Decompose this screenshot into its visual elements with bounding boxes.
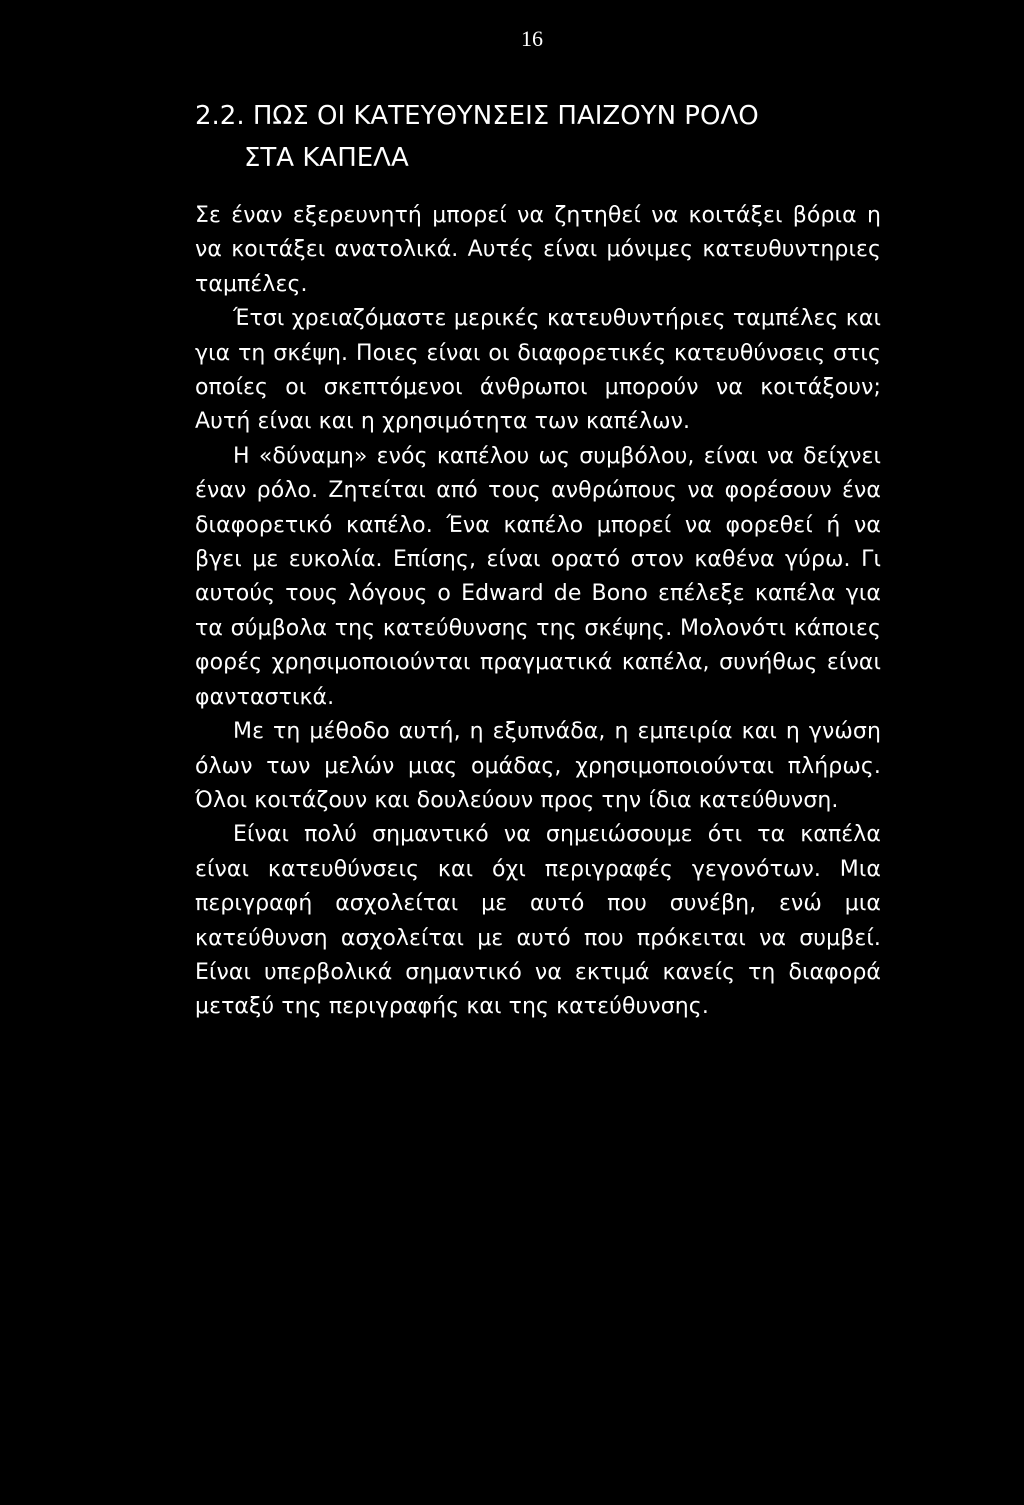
section-title: [195, 95, 895, 179]
page-number: 16: [521, 26, 543, 51]
paragraph-1: Σε έναν εξερευνητή μπορεί να ζητηθεί να κοιτάξει βόρια η να κοιτάξει ανατολικά. Αυτές είναι μόνιμες κατευθυντηριες ταμπέλες.: [195, 203, 881, 297]
section-title-line-1: 2.2. ΠΩΣ ΟΙ ΚΑΤΕΥΘΥΝΣΕΙΣ ΠΑΙΖΟΥΝ ΡΟΛΟ: [195, 101, 759, 131]
paragraph-4: Με τη μέθοδο αυτή, η εξυπνάδα, η εμπειρία και η γνώση όλων των μελών μιας ομάδας, χρησιμοποιούνται πλήρως. Όλοι κοιτάζουν και δουλεύουν προς την ίδια κατεύθυνση.: [195, 719, 881, 813]
body-text: [195, 199, 881, 1025]
section-title-line-2: ΣΤΑ ΚΑΠΕΛΑ: [244, 143, 409, 173]
paragraph-2: Έτσι χρειαζόμαστε μερικές κατευθυντήριες ταμπέλες και για τη σκέψη. Ποιες είναι οι διαφορετικές κατευθύνσεις στις οποίες οι σκεπτόμενοι άνθρωποι μπορούν να κοιτάξουν; Αυτή είναι και η χρησιμότητα των καπέλων.: [195, 306, 881, 435]
paragraph-5: Είναι πολύ σημαντικό να σημειώσουμε ότι τα καπέλα είναι κατευθύνσεις και όχι περιγραφές γεγονότων. Μια περιγραφή ασχολείται με αυτό που συνέβη, ενώ μια κατεύθυνση ασχολείται με αυτό που πρόκειται να συμβεί. Είναι υπερβολικά σημαντικό να εκτιμά κανείς τη διαφορά μεταξύ της περιγραφής και της κατεύθυνσης.: [195, 822, 881, 1020]
paragraph-3: Η «δύναμη» ενός καπέλου ως συμβόλου, είναι να δείχνει έναν ρόλο. Ζητείται από τους ανθρώπους να φορέσουν ένα διαφορετικό καπέλο. Ένα καπέλο μπορεί να φορεθεί ή να βγει με ευκολία. Επίσης, είναι ορατό στον καθένα γύρω. Γι αυτούς τους λόγους ο Edward de Bono επέλεξε καπέλα για τα σύμβολα της κατεύθυνσης της σκέψης. Μολονότι κάποιες φορές χρησιμοποιούνται πραγματικά καπέλα, συνήθως είναι φανταστικά.: [195, 443, 881, 710]
